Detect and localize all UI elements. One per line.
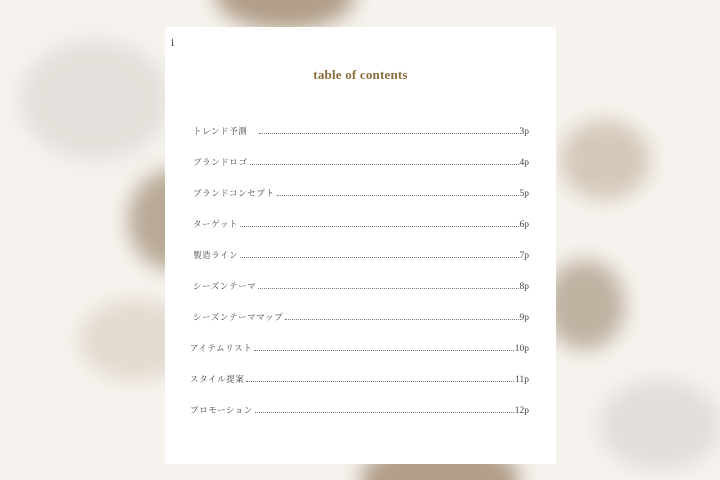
- toc-page: [165, 27, 556, 464]
- toc-entry[interactable]: [190, 373, 529, 404]
- toc-entry-label: 製造ライン: [193, 251, 239, 261]
- toc-entry-page: 8p: [519, 282, 529, 292]
- toc-entry[interactable]: [193, 125, 529, 156]
- toc-entry[interactable]: [193, 187, 529, 218]
- toc-entry-page: 11p: [515, 375, 529, 385]
- toc-entry[interactable]: [193, 218, 529, 249]
- corner-mark: i: [171, 38, 175, 49]
- toc-entry-page: 9p: [519, 313, 529, 323]
- toc-leader-dots: [254, 349, 513, 351]
- toc-entry-page: 7p: [519, 251, 529, 261]
- toc-entry[interactable]: [193, 249, 529, 280]
- toc-entry-label: トレンド予測: [193, 127, 257, 137]
- toc-leader-dots: [250, 163, 519, 165]
- background-marble-left: [20, 40, 170, 160]
- toc-entry[interactable]: [190, 404, 529, 435]
- page-title: table of contents: [313, 67, 408, 82]
- toc-list: [190, 125, 529, 435]
- toc-leader-dots: [240, 256, 518, 258]
- toc-entry-page: 4p: [519, 158, 529, 168]
- toc-leader-dots: [259, 132, 519, 134]
- background-dried-flower-right: [545, 260, 625, 350]
- toc-entry-page: 5p: [519, 189, 529, 199]
- toc-entry-label: プロモーション: [190, 406, 254, 416]
- toc-entry-label: アイテムリスト: [190, 344, 253, 354]
- toc-entry-page: 6p: [519, 220, 529, 230]
- toc-entry-page: 3p: [519, 127, 529, 137]
- toc-entry[interactable]: [190, 342, 529, 373]
- background-dried-flower-top: [215, 0, 355, 30]
- toc-entry-label: ブランドロゴ: [193, 158, 248, 168]
- toc-entry[interactable]: [193, 311, 529, 342]
- toc-leader-dots: [258, 287, 518, 289]
- toc-entry-page: 12p: [514, 406, 529, 416]
- toc-leader-dots: [285, 318, 518, 320]
- background-dried-flower-right-upper: [560, 120, 650, 200]
- toc-entry-label: スタイル提案: [190, 375, 245, 385]
- toc-leader-dots: [246, 380, 514, 382]
- toc-leader-dots: [277, 194, 519, 196]
- toc-entry-page: 10p: [514, 344, 529, 354]
- toc-entry-label: シーズンテーママップ: [193, 313, 284, 323]
- toc-entry-label: ターゲット: [193, 220, 239, 230]
- toc-leader-dots: [255, 411, 514, 413]
- toc-entry[interactable]: [193, 156, 529, 187]
- toc-entry-label: シーズンテーマ: [193, 282, 257, 292]
- toc-entry[interactable]: [193, 280, 529, 311]
- background-marble-right: [600, 380, 720, 470]
- toc-entry-label: ブランドコンセプト: [193, 189, 275, 199]
- toc-leader-dots: [240, 225, 518, 227]
